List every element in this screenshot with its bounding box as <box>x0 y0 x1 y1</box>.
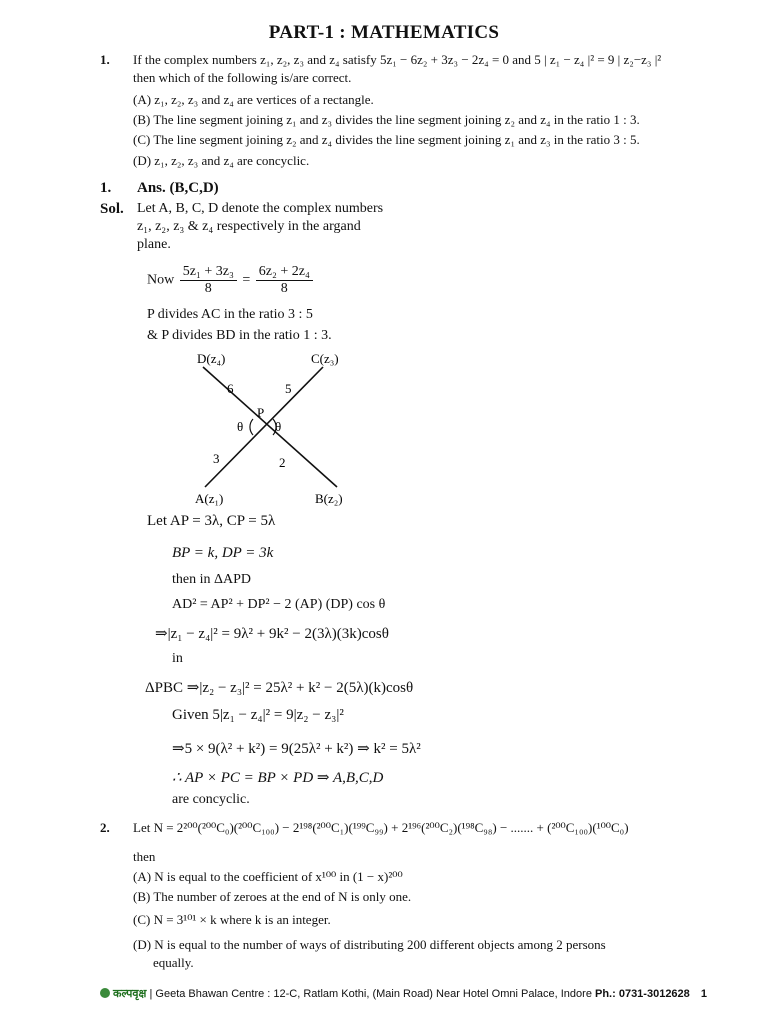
question-1-option-b: (B) The line segment joining z₁ and z₃ divides the line segment joining z₂ and z₄ in the ratio 1 : 3. <box>133 112 640 127</box>
vertex-d-label: D(z₄) <box>197 351 226 366</box>
question-2-stem: Let N = 2²⁰⁰(²⁰⁰C₀)(²⁰⁰C₁₀₀) − 2¹⁹⁸(²⁰⁰C₁)(¹⁹⁹C₉₉) + 2¹⁹⁶(²⁰⁰C₂)(¹⁹⁸C₉₈) − ....... + (²⁰⁰C₁₀₀)(¹⁰⁰C₀) <box>133 820 629 835</box>
equation-pbc: ΔPBC ⇒|z₂ − z₃|² = 25λ² + k² − 2(5λ)(k)cosθ <box>145 680 414 696</box>
intersecting-chords-diagram <box>175 345 375 510</box>
question-1-number: 1. <box>100 52 110 67</box>
given-relation: Given 5|z₁ − z₄|² = 9|z₂ − z₃|² <box>172 707 344 723</box>
vertex-a-label: A(z₁) <box>195 491 224 506</box>
question-1-stem-line1: If the complex numbers z₁, z₂, z₃ and z₄ satisfy 5z₁ − 6z₂ + 3z₃ − 2z₄ = 0 and 5 | z₁ − z₄ |² = 9 | z₂−z₃ |² <box>133 52 662 67</box>
fraction-p-from-bd <box>256 264 313 297</box>
question-2-option-c: (C) N = 3¹⁰¹ × k where k is an integer. <box>133 912 331 927</box>
tree-icon <box>100 988 110 998</box>
p-divides-ac: P divides AC in the ratio 3 : 5 <box>147 307 313 322</box>
fraction-denominator: 8 <box>280 281 288 296</box>
vertex-c-label: C(z₃) <box>311 351 339 366</box>
angle-arc-left <box>250 419 253 435</box>
solution-line1: Let A, B, C, D denote the complex numbers <box>137 201 384 216</box>
segment-dp-label: 6 <box>227 381 234 396</box>
equation-z1-z4: ⇒|z₁ − z₄|² = 9λ² + 9k² − 2(3λ)(3k)cosθ <box>155 626 389 642</box>
footer-phone: Ph.: 0731-3012628 <box>595 988 690 1000</box>
concyclic-conclusion: are concyclic. <box>172 792 250 807</box>
answer-1-ans: Ans. (B,C,D) <box>137 180 219 196</box>
question-2-number: 2. <box>100 820 110 835</box>
let-ap-cp: Let AP = 3λ, CP = 5λ <box>147 513 276 529</box>
vertex-b-label: B(z₂) <box>315 491 343 506</box>
solution-label: Sol. <box>100 201 124 217</box>
question-2-option-a: (A) N is equal to the coefficient of x¹⁰⁰ in (1 − x)²⁰⁰ <box>133 869 403 884</box>
question-1-option-c: (C) The line segment joining z₂ and z₄ divides the line segment joining z₁ and z₃ in the ratio 3 : 5. <box>133 132 640 147</box>
equation-k: ⇒5 × 9(λ² + k²) = 9(25λ² + k²) ⇒ k² = 5λ² <box>172 741 421 757</box>
question-2-option-d-line2: equally. <box>153 955 194 970</box>
question-1-stem-line2: then which of the following is/are correct. <box>133 70 352 85</box>
fraction-p-from-ac <box>180 264 237 297</box>
fraction-numerator: 5z₁ + 3z₃ <box>180 264 237 281</box>
bp-dp-values: BP = k, DP = 3k <box>172 545 274 561</box>
page-number: 1 <box>700 988 707 1000</box>
then-in-apd: then in ΔAPD <box>172 572 252 587</box>
question-2-option-d-line1: (D) N is equal to the number of ways of distributing 200 different objects among 2 persons <box>133 937 606 952</box>
institute-logo <box>100 986 146 1001</box>
logo-text: कल्पवृक्ष <box>113 988 147 1000</box>
segment-bp-label: 2 <box>279 455 286 470</box>
intersection-p-label: P <box>257 405 265 420</box>
segment-cp-label: 5 <box>285 381 292 396</box>
question-1-option-d: (D) z₁, z₂, z₃ and z₄ are concyclic. <box>133 153 310 168</box>
now-label: Now <box>147 272 175 288</box>
theta-left-label: θ <box>237 419 244 434</box>
segment-ap-label: 3 <box>213 451 220 466</box>
solution-line2: z₁, z₂, z₃ & z₄ respectively in the argand <box>137 219 361 234</box>
page-footer <box>100 986 707 1001</box>
p-divides-bd: & P divides BD in the ratio 1 : 3. <box>147 328 332 343</box>
question-2-option-b: (B) The number of zeroes at the end of N is only one. <box>133 889 412 904</box>
fraction-denominator: 8 <box>204 281 212 296</box>
cosine-rule: AD² = AP² + DP² − 2 (AP) (DP) cos θ <box>172 597 386 612</box>
therefore-line: ∴ AP × PC = BP × PD ⇒ A,B,C,D <box>172 770 384 786</box>
theta-right-label: θ <box>275 419 282 434</box>
footer-address: | Geeta Bhawan Centre : 12-C, Ratlam Kothi, (Main Road) Near Hotel Omni Palace, Indore <box>149 988 592 1000</box>
fraction-numerator: 6z₂ + 2z₄ <box>256 264 313 281</box>
solution-line3: plane. <box>137 237 171 252</box>
question-2-then: then <box>133 849 156 864</box>
question-1-option-a: (A) z₁, z₂, z₃ and z₄ are vertices of a rectangle. <box>133 92 374 107</box>
page-title: PART-1 : MATHEMATICS <box>268 22 500 43</box>
section-formula-equation <box>147 264 315 297</box>
answer-1-number: 1. <box>100 180 112 196</box>
equals-sign: = <box>242 272 251 288</box>
in-label: in <box>172 651 183 666</box>
